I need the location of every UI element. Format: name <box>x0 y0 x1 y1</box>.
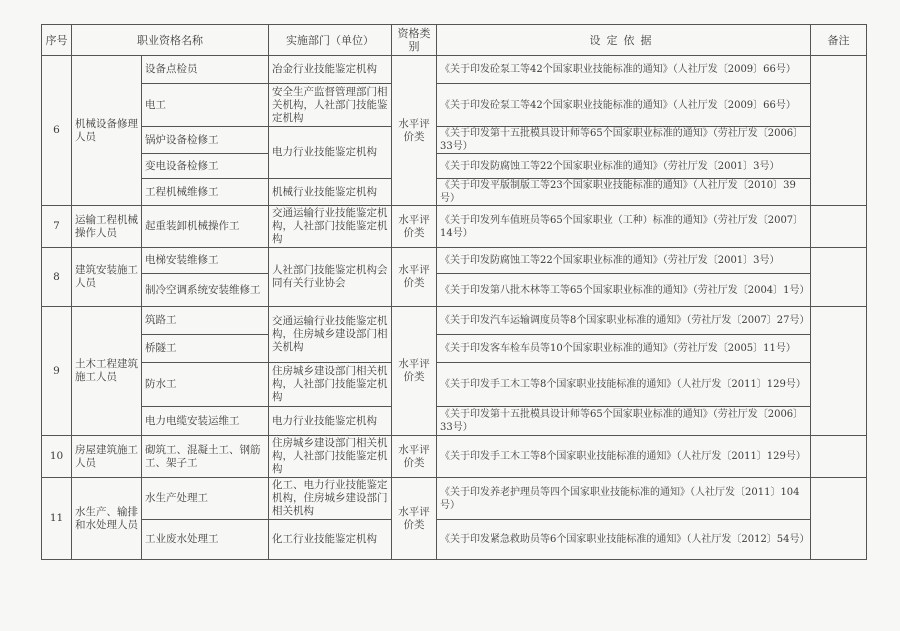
dept-cell: 化工行业技能鉴定机构 <box>269 520 392 560</box>
occupation-cell: 电梯安装维修工 <box>142 248 269 274</box>
basis-cell: 《关于印发养老护理员等四个国家职业技能标准的通知》（人社厅发〔2011〕104号） <box>437 478 811 520</box>
basis-cell: 《关于印发汽车运输调度员等8个国家职业标准的通知》（劳社厅发〔2007〕27号） <box>437 307 811 335</box>
dept-cell: 冶金行业技能鉴定机构 <box>269 56 392 84</box>
table-row <box>42 248 867 274</box>
category-cell: 房屋建筑施工人员 <box>72 436 142 478</box>
occupation-cell: 变电设备检修工 <box>142 154 269 179</box>
table-row <box>42 363 867 407</box>
table-row <box>42 436 867 478</box>
table-row <box>42 127 867 154</box>
basis-cell: 《关于印发列车值班员等65个国家职业（工种）标准的通知》（劳社厅发〔2007〕14号） <box>437 206 811 248</box>
dept-cell: 电力行业技能鉴定机构 <box>269 407 392 436</box>
table-row <box>42 206 867 248</box>
occupation-cell: 锅炉设备检修工 <box>142 127 269 154</box>
occupation-cell: 工程机械维修工 <box>142 179 269 206</box>
basis-cell: 《关于印发砼泵工等42个国家职业技能标准的通知》（人社厅发〔2009〕66号） <box>437 84 811 127</box>
header-note: 备注 <box>811 25 867 56</box>
basis-cell: 《关于印发第十五批模具设计师等65个国家职业标准的通知》（劳社厅发〔2006〕33号） <box>437 407 811 436</box>
table-row <box>42 307 867 335</box>
type-cell: 水平评价类 <box>392 307 437 436</box>
basis-cell: 《关于印发手工木工等8个国家职业技能标准的通知》（人社厅发〔2011〕129号） <box>437 436 811 478</box>
row-seq: 10 <box>42 436 72 478</box>
dept-cell: 住房城乡建设部门相关机构，人社部门技能鉴定机构 <box>269 363 392 407</box>
note-cell <box>811 248 867 307</box>
type-cell: 水平评价类 <box>392 436 437 478</box>
header-type: 资格类别 <box>392 25 437 56</box>
occupation-cell: 制冷空调系统安装维修工 <box>142 274 269 307</box>
header-basis: 设定依据 <box>437 25 811 56</box>
basis-cell: 《关于印发平版制版工等23个国家职业技能标准的通知》（人社厅发〔2010〕39号） <box>437 179 811 206</box>
basis-cell: 《关于印发防腐蚀工等22个国家职业标准的通知》（劳社厅发〔2001〕3号） <box>437 154 811 179</box>
occupation-cell: 设备点检员 <box>142 56 269 84</box>
row-seq: 7 <box>42 206 72 248</box>
type-cell: 水平评价类 <box>392 206 437 248</box>
row-seq: 9 <box>42 307 72 436</box>
category-cell: 水生产、输排和水处理人员 <box>72 478 142 560</box>
basis-cell: 《关于印发防腐蚀工等22个国家职业标准的通知》（劳社厅发〔2001〕3号） <box>437 248 811 274</box>
table-row <box>42 520 867 560</box>
type-cell: 水平评价类 <box>392 248 437 307</box>
table-row <box>42 407 867 436</box>
occupation-cell: 砌筑工、混凝土工、钢筋工、架子工 <box>142 436 269 478</box>
occupation-cell: 电工 <box>142 84 269 127</box>
occupation-cell: 防水工 <box>142 363 269 407</box>
table-row <box>42 84 867 127</box>
category-cell: 运输工程机械操作人员 <box>72 206 142 248</box>
category-cell: 建筑安装施工人员 <box>72 248 142 307</box>
dept-cell: 人社部门技能鉴定机构会同有关行业协会 <box>269 248 392 307</box>
regulation-table-page <box>41 24 866 560</box>
category-cell: 机械设备修理人员 <box>72 56 142 206</box>
occupation-cell: 起重装卸机械操作工 <box>142 206 269 248</box>
row-seq: 6 <box>42 56 72 206</box>
occupation-cell: 桥隧工 <box>142 335 269 363</box>
header-name: 职业资格名称 <box>72 25 269 56</box>
dept-cell: 电力行业技能鉴定机构 <box>269 127 392 179</box>
header-seq: 序号 <box>42 25 72 56</box>
row-seq: 11 <box>42 478 72 560</box>
note-cell <box>811 206 867 248</box>
type-cell: 水平评价类 <box>392 56 437 206</box>
occupation-cell: 水生产处理工 <box>142 478 269 520</box>
table-row <box>42 274 867 307</box>
note-cell <box>811 436 867 478</box>
type-cell: 水平评价类 <box>392 478 437 560</box>
table-row <box>42 478 867 520</box>
table-row <box>42 56 867 84</box>
note-cell <box>811 307 867 436</box>
dept-cell: 交通运输行业技能鉴定机构，住房城乡建设部门相关机构 <box>269 307 392 363</box>
table-row <box>42 179 867 206</box>
dept-cell: 安全生产监督管理部门相关机构，人社部门技能鉴定机构 <box>269 84 392 127</box>
basis-cell: 《关于印发客车检车员等10个国家职业标准的通知》（劳社厅发〔2005〕11号） <box>437 335 811 363</box>
basis-cell: 《关于印发第十五批模具设计师等65个国家职业标准的通知》（劳社厅发〔2006〕33号） <box>437 127 811 154</box>
note-cell <box>811 56 867 206</box>
dept-cell: 化工、电力行业技能鉴定机构，住房城乡建设部门相关机构 <box>269 478 392 520</box>
note-cell <box>811 478 867 560</box>
basis-cell: 《关于印发手工木工等8个国家职业技能标准的通知》（人社厅发〔2011〕129号） <box>437 363 811 407</box>
dept-cell: 交通运输行业技能鉴定机构，人社部门技能鉴定机构 <box>269 206 392 248</box>
table-row <box>42 154 867 179</box>
table-header-row <box>42 25 867 56</box>
dept-cell: 住房城乡建设部门相关机构，人社部门技能鉴定机构 <box>269 436 392 478</box>
basis-cell: 《关于印发紧急救助员等6个国家职业技能标准的通知》（人社厅发〔2012〕54号） <box>437 520 811 560</box>
header-dept: 实施部门（单位） <box>269 25 392 56</box>
category-cell: 土木工程建筑施工人员 <box>72 307 142 436</box>
basis-cell: 《关于印发砼泵工等42个国家职业技能标准的通知》（人社厅发〔2009〕66号） <box>437 56 811 84</box>
occupation-cell: 电力电缆安装运维工 <box>142 407 269 436</box>
row-seq: 8 <box>42 248 72 307</box>
occupation-cell: 工业废水处理工 <box>142 520 269 560</box>
table-row <box>42 335 867 363</box>
occupation-cell: 筑路工 <box>142 307 269 335</box>
basis-cell: 《关于印发第八批木林等工等65个国家职业标准的通知》（劳社厅发〔2004〕1号） <box>437 274 811 307</box>
qualification-table <box>41 24 867 560</box>
dept-cell: 机械行业技能鉴定机构 <box>269 179 392 206</box>
